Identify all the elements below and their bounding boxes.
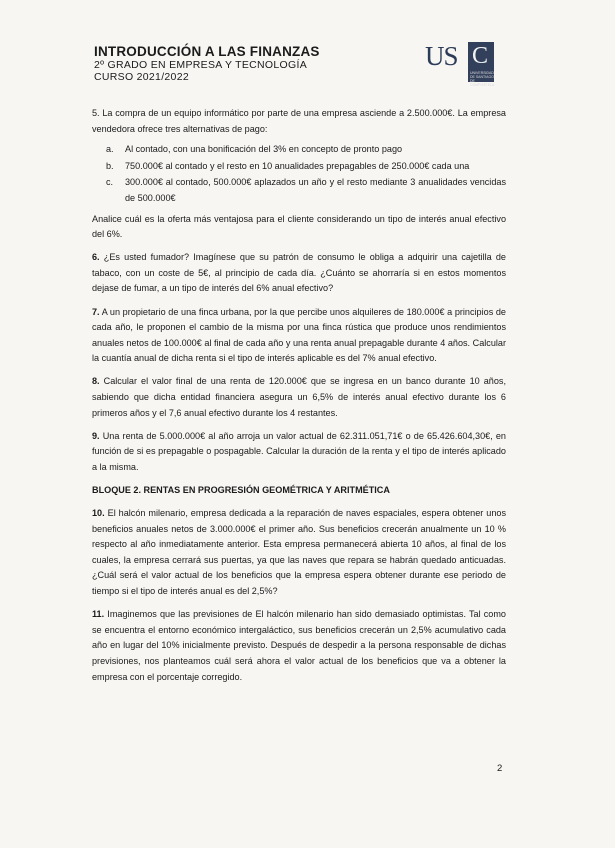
exercise-number: 9. [92, 430, 100, 441]
option-text: Al contado, con una bonificación del 3% en concepto de pronto pago [125, 144, 403, 155]
logo-caption: UNIVERSIDAD DE SANTIAGO DE COMPOSTELA [470, 71, 495, 87]
exercise-11 [92, 607, 506, 685]
exercise-number: 6. [92, 252, 100, 263]
option-letter: c. [106, 177, 114, 188]
exercise-number: 11. [92, 609, 105, 620]
course-title: INTRODUCCIÓN A LAS FINANZAS [94, 44, 320, 59]
exercise-text: A un propietario de una finca urbana, por la que percibe unos alquileres de 180.000€ a principios de cada año, le proponen el cambio de la misma por una finca rústica que produce unos rendimientos anuales netos de 100.000€ al final de cada año y una renta anual prepagable durante 4 años. Calcular la cuantía anual de dicha renta si el tipo de interés aplicable es del 7% anual efectivo. [92, 306, 506, 364]
academic-year: CURSO 2021/2022 [94, 71, 189, 83]
exercise-5-intro [92, 106, 506, 137]
document-header [94, 44, 320, 83]
option-b [92, 159, 506, 175]
logo-letters: US [425, 41, 458, 71]
degree-name: 2º GRADO EN EMPRESA Y TECNOLOGÍA [94, 59, 307, 71]
exercise-text: La compra de un equipo informático por parte de una empresa asciende a 2.500.000€. La empresa vendedora ofrece tres alternativas de pago: [92, 108, 506, 134]
exercise-text: Una renta de 5.000.000€ al año arroja un valor actual de 62.311.051,71€ o de 65.426.604,30€, en función de si es prepagable o pospagable. Calcular la duración de la renta y el tipo de interés aplicado a la misma. [92, 430, 506, 472]
option-a [92, 142, 506, 158]
page-number: 2 [497, 763, 503, 774]
option-c [92, 175, 506, 206]
exercise-number: 10. [92, 508, 105, 519]
exercise-text: El halcón milenario, empresa dedicada a la reparación de naves espaciales, espera obtener unos beneficios anuales netos de 3.000.000€ el primer año. Sus beneficios crecerán anualmente un 10 % respecto al año inmediatamente anterior. Esta empresa permanecerá abierta 10 años, al final de los cuales, la empresa cerrará sus puertas, ya que las naves que repara se habrán quedado anticuadas. ¿Cuál será el valor actual de los beneficios que la empresa espera obtener durante ese periodo de tiempo si el tipo de interés anual es del 2,5%? [92, 508, 507, 597]
option-letter: b. [106, 160, 114, 171]
exercise-7 [92, 305, 506, 367]
option-letter: a. [106, 144, 114, 155]
university-logo [425, 40, 495, 86]
exercise-6 [92, 250, 506, 297]
option-text: 750.000€ al contado y el resto en 10 anualidades prepagables de 250.000€ cada una [125, 160, 470, 171]
exercise-list [92, 106, 506, 685]
exercise-text: Imaginemos que las previsiones de El halcón milenario han sido demasiado optimistas. Tal como se encuentra el entorno económico intergaláctico, sus beneficios crecerán un 2,5% acumulativo cada año en lugar del 10% inicialmente previsto. Después de despedir a la persona responsable de dichas previsiones, nos planteamos cuál será ahora el valor actual de los beneficios que va a obtener la empresa con el porcentaje corregido. [92, 609, 506, 682]
payment-options [92, 142, 506, 206]
exercise-5 [92, 106, 506, 243]
exercise-number: 8. [92, 376, 100, 387]
exercise-5-closing: Analice cuál es la oferta más ventajosa para el cliente considerando un tipo de interés anual efectivo del 6%. [92, 213, 506, 240]
section-heading: BLOQUE 2. RENTAS EN PROGRESIÓN GEOMÉTRICA Y ARITMÉTICA [92, 484, 390, 495]
logo-box-letter: C [472, 43, 489, 69]
exercise-number: 5. [92, 108, 100, 118]
exercise-8 [92, 374, 506, 421]
option-text: 300.000€ al contado, 500.000€ aplazados un año y el resto mediante 3 anualidades vencidas de 500.000€ [125, 177, 506, 203]
exercise-number: 7. [92, 306, 100, 317]
exercise-10 [92, 506, 506, 600]
exercise-9 [92, 429, 506, 476]
exercise-text: ¿Es usted fumador? Imagínese que su patrón de consumo le obliga a adquirir una cajetilla de tabaco, con un coste de 5€, al principio de cada día. ¿Cuánto se ahorraría si en estos momentos dejase de fumar, a un tipo de interés del 6% anual efectivo? [92, 252, 506, 294]
exercise-text: Calcular el valor final de una renta de 120.000€ que se ingresa en un banco durante 10 años, sabiendo que dicha entidad financiera asegura un 6,5% de interés anual efectivo durante los 6 primeros años y el 7,6 anual efectivo durante los 4 restantes. [92, 376, 506, 418]
